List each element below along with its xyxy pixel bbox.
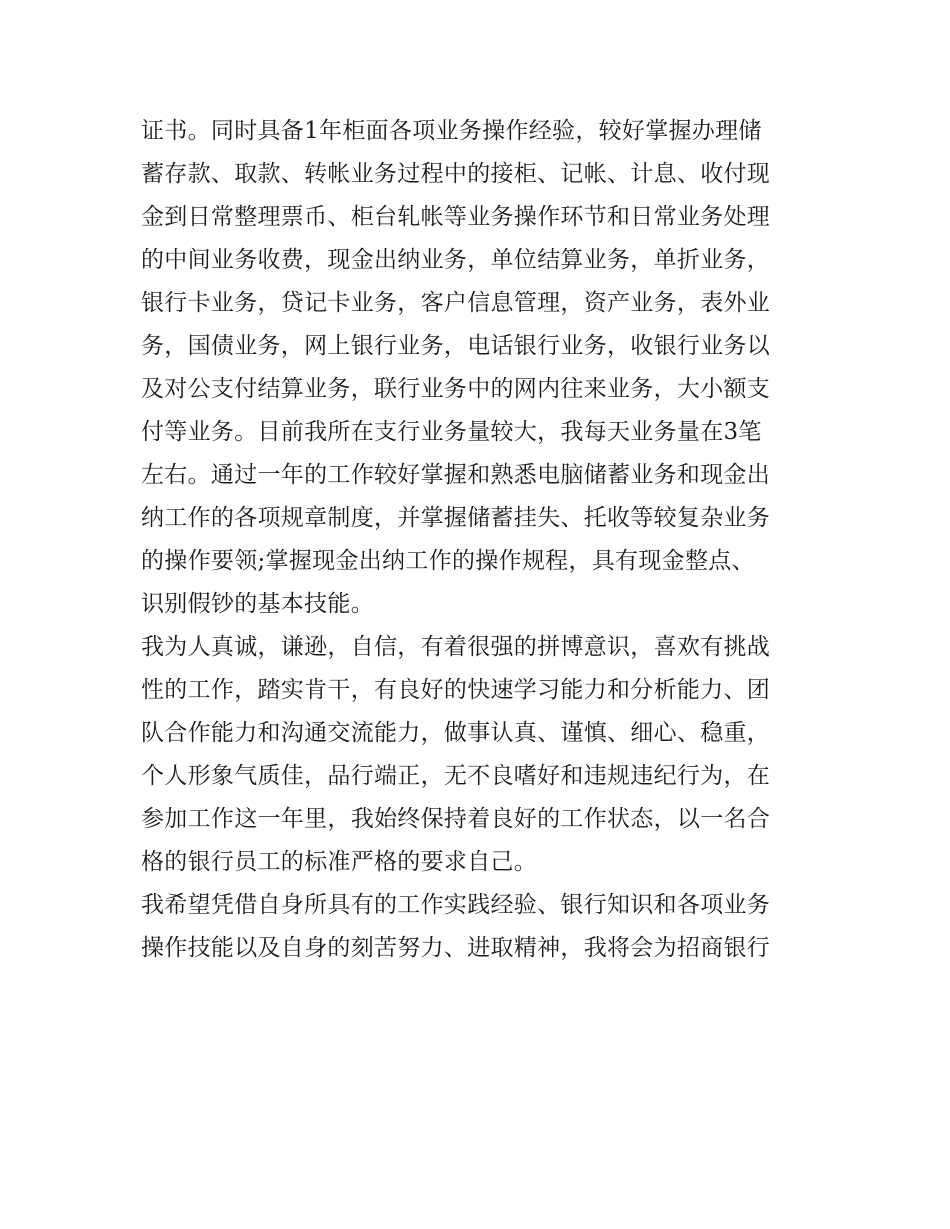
document-body (141, 110, 821, 970)
text-line: 付等业务。目前我所在支行业务量较大，我每天业务量在3笔 (141, 419, 762, 445)
text-line: 银行卡业务，贷记卡业务，客户信息管理，资产业务，表外业 (141, 290, 771, 316)
text-line: 识别假钞的基本技能。 (141, 591, 374, 617)
text-line: 纳工作的各项规章制度，并掌握储蓄挂失、托收等较复杂业务 (141, 505, 771, 531)
text-line: 左右。通过一年的工作较好掌握和熟悉电脑储蓄业务和现金出 (141, 462, 771, 488)
text-line: 蓄存款、取款、转帐业务过程中的接柜、记帐、计息、收付现 (141, 161, 771, 187)
text-line: 性的工作，踏实肯干，有良好的快速学习能力和分析能力、团 (141, 677, 771, 703)
text-line: 的操作要领;掌握现金出纳工作的操作规程，具有现金整点、 (141, 548, 755, 574)
text-line: 我希望凭借自身所具有的工作实践经验、银行知识和各项业务 (141, 892, 771, 918)
text-line: 队合作能力和沟通交流能力，做事认真、谨慎、细心、稳重， (141, 720, 771, 746)
text-line: 的中间业务收费，现金出纳业务，单位结算业务，单折业务， (141, 247, 771, 273)
text-line: 及对公支付结算业务，联行业务中的网内往来业务，大小额支 (141, 376, 771, 402)
text-line: 参加工作这一年里，我始终保持着良好的工作状态，以一名合 (141, 806, 771, 832)
text-line: 我为人真诚，谦逊，自信，有着很强的拼博意识，喜欢有挑战 (141, 634, 771, 660)
text-line: 金到日常整理票币、柜台轧帐等业务操作环节和日常业务处理 (141, 204, 771, 230)
text-line: 个人形象气质佳，品行端正，无不良嗜好和违规违纪行为，在 (141, 763, 771, 789)
text-line: 格的银行员工的标准严格的要求自己。 (141, 849, 538, 875)
text-line: 务，国债业务，网上银行业务，电话银行业务，收银行业务以 (141, 333, 771, 359)
text-line: 操作技能以及自身的刻苦努力、进取精神，我将会为招商银行 (141, 935, 771, 961)
text-line: 证书。同时具备1年柜面各项业务操作经验，较好掌握办理储 (141, 118, 762, 144)
